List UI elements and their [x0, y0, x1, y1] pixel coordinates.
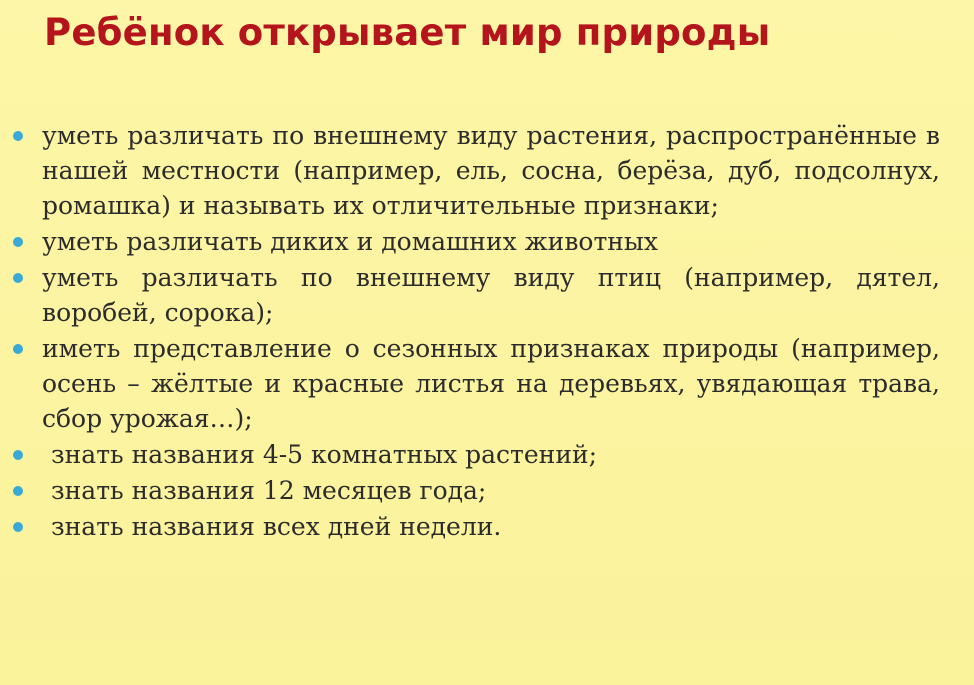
bullet-icon — [13, 273, 23, 283]
list-item — [10, 331, 940, 436]
list-item — [10, 260, 940, 330]
bullet-icon — [13, 486, 23, 496]
list-item — [10, 473, 940, 508]
skills-list — [10, 118, 940, 545]
bullet-icon — [13, 237, 23, 247]
list-item-text: знать названия 12 месяцев года; — [51, 476, 487, 505]
list-item-text: уметь различать по внешнему виду растения, распространённые в нашей местности (например, ель, сосна, берёза, дуб, подсолнух, ромашка) и называть их отличительные признаки; — [42, 121, 940, 220]
bullet-icon — [13, 450, 23, 460]
list-item-text: иметь представление о сезонных признаках природы (например, осень – жёлтые и красные листья на деревьях, увядающая трава, сбор урожая…); — [42, 334, 940, 433]
bullet-icon — [13, 522, 23, 532]
bullet-icon — [13, 344, 23, 354]
bullet-icon — [13, 131, 23, 141]
list-item — [10, 509, 940, 544]
list-item — [10, 224, 940, 259]
list-item-text: знать названия всех дней недели. — [51, 512, 502, 541]
page-title: Ребёнок открывает мир природы — [44, 11, 771, 54]
list-item — [10, 437, 940, 472]
list-item-text: уметь различать по внешнему виду птиц (например, дятел, воробей, сорока); — [42, 263, 940, 327]
list-item-text: уметь различать диких и домашних животных — [42, 227, 658, 256]
list-item-text: знать названия 4-5 комнатных растений; — [51, 440, 598, 469]
list-item — [10, 118, 940, 223]
